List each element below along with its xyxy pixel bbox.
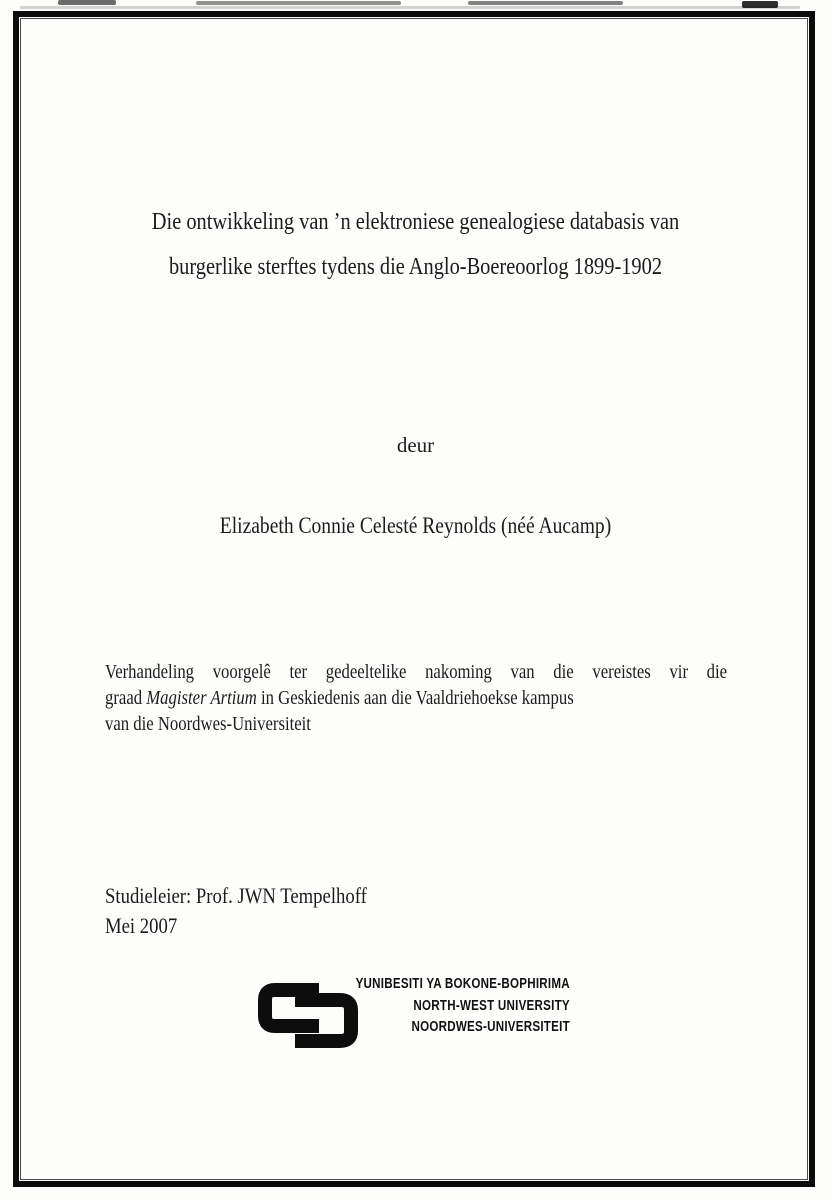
scan-artifact — [58, 0, 116, 5]
degree-statement-line-2-before: graad — [105, 687, 147, 709]
degree-statement-line-1: Verhandeling voorgelê ter gedeeltelike nakoming van die vereistes vir die — [105, 661, 728, 683]
degree-name-italic: Magister Artium — [146, 687, 257, 709]
degree-statement-line-2-after: in Geskiedenis aan die Vaaldriehoekse kampus — [256, 687, 574, 709]
supervisor-block — [105, 881, 367, 941]
thesis-title-line-1: Die ontwikkeling van ’n elektroniese genealogiese databasis van — [151, 209, 680, 235]
supervisor-line: Studieleier: Prof. JWN Tempelhoff — [105, 883, 367, 908]
degree-statement-line-3: van die Noordwes-Universiteit — [105, 713, 311, 735]
degree-statement-line-2 — [105, 685, 727, 711]
university-name-english: NORTH-WEST UNIVERSITY — [413, 997, 570, 1014]
thesis-title — [62, 200, 768, 290]
byline-label: deur — [396, 433, 435, 457]
thesis-title-line-2: burgerlike sterftes tydens die Anglo-Boereoorlog 1899-1902 — [168, 254, 663, 280]
scan-artifact — [196, 1, 401, 5]
date-line: Mei 2007 — [105, 913, 178, 938]
nwu-interlocked-links-icon — [255, 972, 358, 1055]
scan-artifact — [20, 6, 800, 9]
university-logo-text — [356, 974, 570, 1039]
university-name-afrikaans: NOORDWES-UNIVERSITEIT — [411, 1019, 570, 1035]
university-name-setswana: YUNIBESITI YA BOKONE-BOPHIRIMA — [355, 976, 570, 992]
author-name: Elizabeth Connie Celesté Reynolds (néé Aucamp) — [219, 513, 612, 538]
degree-statement — [105, 659, 727, 737]
scan-artifact — [468, 1, 623, 5]
